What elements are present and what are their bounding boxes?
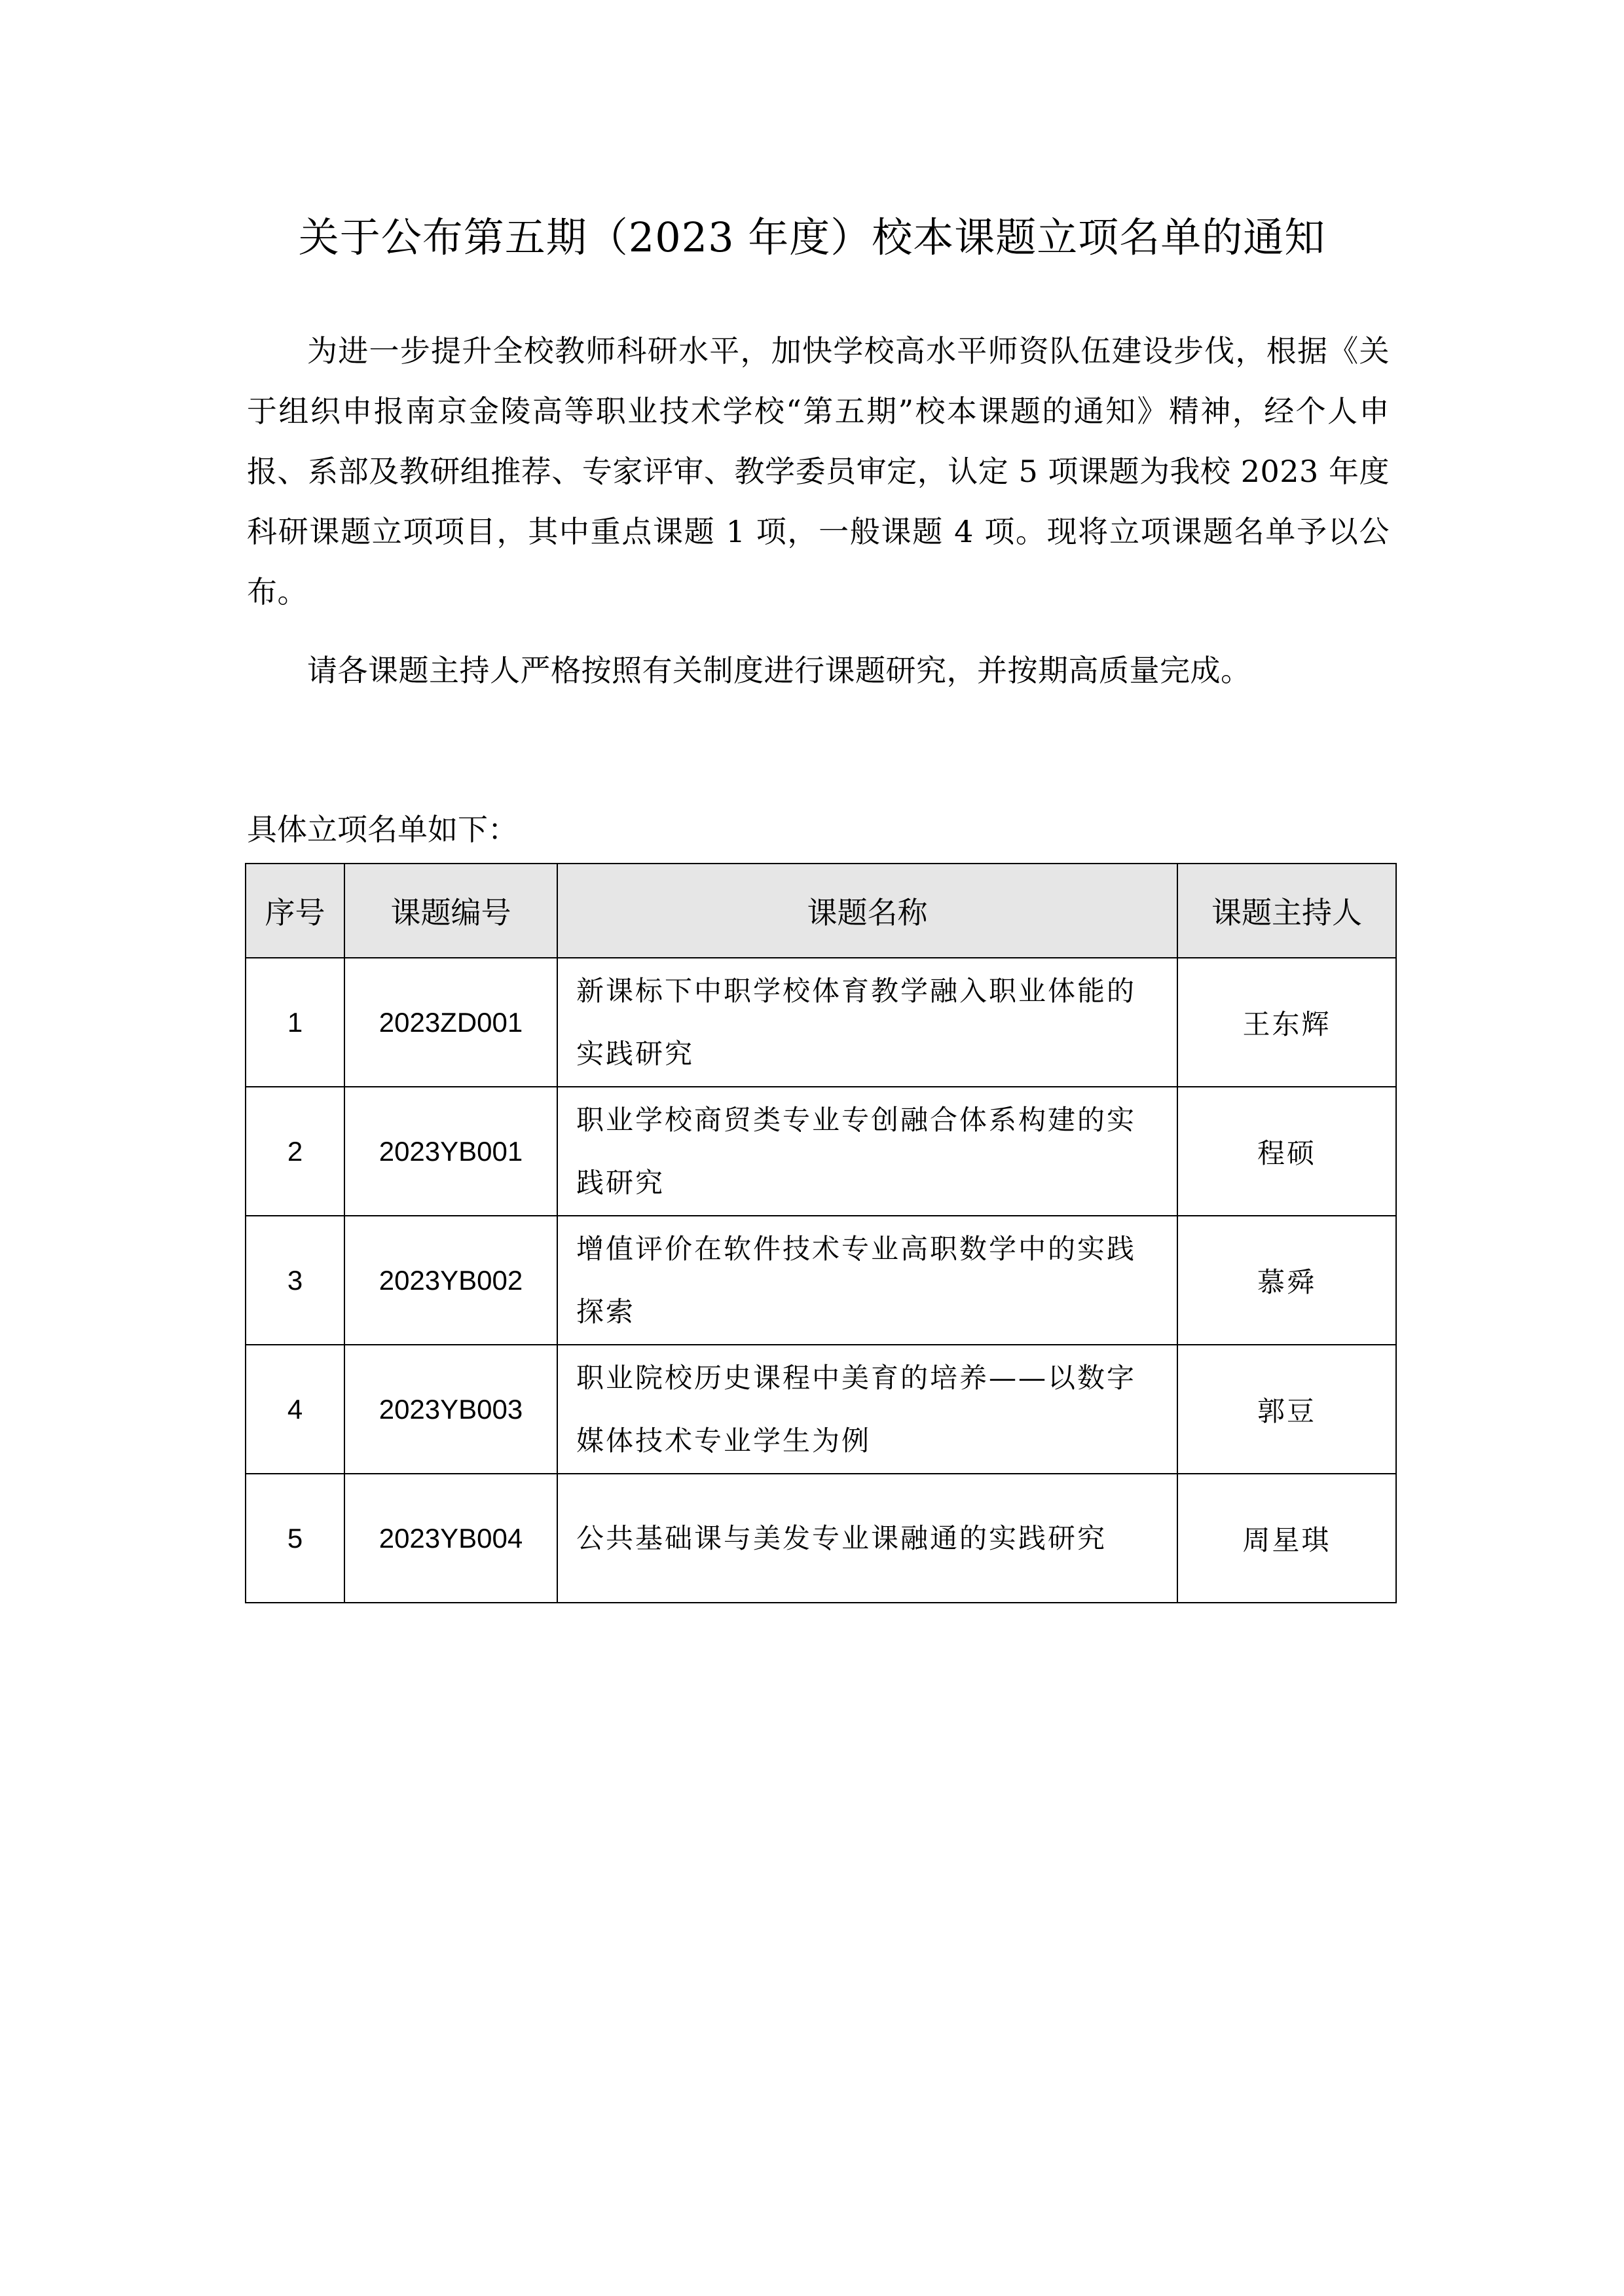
row-num: 1 bbox=[246, 958, 344, 1087]
header-name: 课题名称 bbox=[557, 864, 1177, 958]
table-row bbox=[246, 1474, 1396, 1603]
row-name: 增值评价在软件技术专业高职数学中的实践探索 bbox=[557, 1216, 1177, 1345]
row-code: 2023ZD001 bbox=[344, 958, 557, 1087]
row-code: 2023YB003 bbox=[344, 1345, 557, 1474]
row-code: 2023YB002 bbox=[344, 1216, 557, 1345]
row-name: 职业学校商贸类专业专创融合体系构建的实践研究 bbox=[557, 1087, 1177, 1216]
project-table bbox=[245, 863, 1397, 1603]
header-num: 序号 bbox=[246, 864, 344, 958]
row-host: 慕舜 bbox=[1177, 1216, 1396, 1345]
row-num: 4 bbox=[246, 1345, 344, 1474]
row-num: 2 bbox=[246, 1087, 344, 1216]
row-host: 周星琪 bbox=[1177, 1474, 1396, 1603]
table-header-row bbox=[246, 864, 1396, 958]
row-code: 2023YB004 bbox=[344, 1474, 557, 1603]
table-row bbox=[246, 958, 1396, 1087]
row-name: 公共基础课与美发专业课融通的实践研究 bbox=[557, 1474, 1177, 1603]
document-title: 关于公布第五期（2023 年度）校本课题立项名单的通知 bbox=[298, 213, 1326, 261]
body-paragraph-announcement: 为进一步提升全校教师科研水平，加快学校高水平师资队伍建设步伐，根据《关于组织申报南京金陵高等职业技术学校“第五期”校本课题的通知》精神，经个人申报、系部及教研组推荐、专家评审、教学委员审定，认定 5 项课题为我校 2023 年度科研课题立项项目，其中重点课题 1 项，一般课题 4 项。现将立项课题名单予以公布。 bbox=[247, 333, 1390, 610]
row-host: 程硕 bbox=[1177, 1087, 1396, 1216]
row-num: 5 bbox=[246, 1474, 344, 1603]
body-paragraph-request: 请各课题主持人严格按照有关制度进行课题研究，并按期高质量完成。 bbox=[307, 653, 1251, 688]
row-host: 王东辉 bbox=[1177, 958, 1396, 1087]
row-host: 郭豆 bbox=[1177, 1345, 1396, 1474]
list-intro: 具体立项名单如下： bbox=[247, 812, 518, 847]
table-row bbox=[246, 1087, 1396, 1216]
header-host: 课题主持人 bbox=[1177, 864, 1396, 958]
row-code: 2023YB001 bbox=[344, 1087, 557, 1216]
header-code: 课题编号 bbox=[344, 864, 557, 958]
row-name: 职业院校历史课程中美育的培养——以数字媒体技术专业学生为例 bbox=[557, 1345, 1177, 1474]
row-name: 新课标下中职学校体育教学融入职业体能的实践研究 bbox=[557, 958, 1177, 1087]
row-num: 3 bbox=[246, 1216, 344, 1345]
table-row bbox=[246, 1345, 1396, 1474]
table-row bbox=[246, 1216, 1396, 1345]
